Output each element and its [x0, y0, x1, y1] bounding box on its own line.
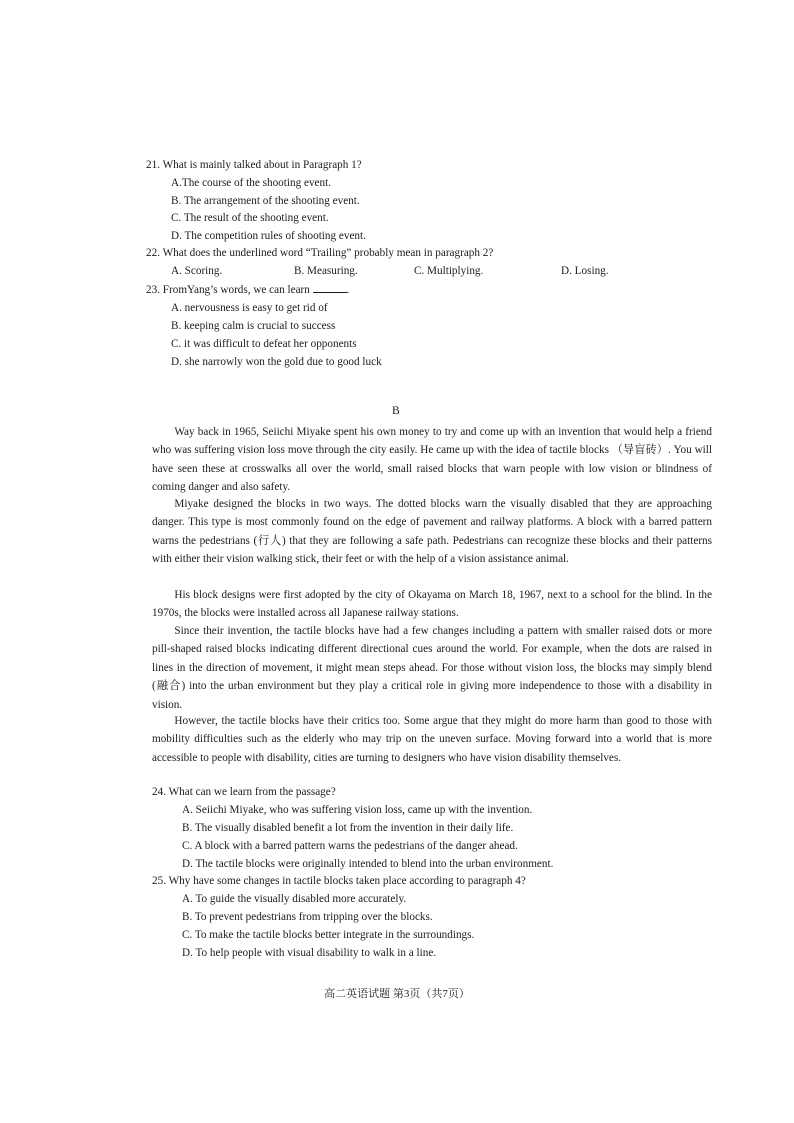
question-23-option-b: B. keeping calm is crucial to success [171, 320, 336, 332]
passage-paragraph-5: However, the tactile blocks have their critics too. Some argue that they might do more harm than good to those with mobility difficulties such as the elderly who may trip on the uneven surface. Moving forward into a world that is more accessible to people with disability, cities are turning to designers who have vision disability themselves. [152, 715, 712, 764]
question-25-option-c: C. To make the tactile blocks better integrate in the surroundings. [182, 929, 475, 941]
question-22-option-c: C. Multiplying. [414, 265, 484, 277]
question-22-stem: 22. What does the underlined word “Trailing” probably mean in paragraph 2? [146, 247, 494, 259]
question-23-option-c: C. it was difficult to defeat her opponents [171, 338, 357, 350]
question-25-option-b: B. To prevent pedestrians from tripping over the blocks. [182, 911, 433, 923]
question-23-stem-text: 23. FromYang’s words, we can learn [146, 284, 310, 296]
question-25-option-d: D. To help people with visual disability to walk in a line. [182, 947, 437, 959]
question-24-option-c: C. A block with a barred pattern warns the pedestrians of the danger ahead. [182, 840, 518, 852]
question-23-option-a: A. nervousness is easy to get rid of [171, 302, 328, 314]
question-23-option-d: D. she narrowly won the gold due to good luck [171, 356, 382, 368]
question-21-option-a: A.The course of the shooting event. [171, 177, 332, 189]
question-23-stem [146, 283, 349, 297]
question-21-option-c: C. The result of the shooting event. [171, 212, 329, 224]
passage-paragraph-2: Miyake designed the blocks in two ways. The dotted blocks warn the visually disabled that they are approaching danger. This type is most commonly found on the edge of pavement and railway platforms. A block with a barred pattern warns the pedestrians (行人) that they are following a safe path. Pedestrians can recognize these blocks and their patterns with either their vision walking stick, their feet or with the help of a vision assistance animal. [152, 498, 712, 566]
question-24-option-b: B. The visually disabled benefit a lot from the invention in their daily life. [182, 822, 514, 834]
question-24-option-d: D. The tactile blocks were originally intended to blend into the urban environment. [182, 858, 554, 870]
question-21-option-b: B. The arrangement of the shooting event. [171, 195, 360, 207]
question-21-stem: 21. What is mainly talked about in Paragraph 1? [146, 159, 362, 171]
page-footer: 高二英语试题 第3页（共7页） [324, 988, 470, 1000]
passage-paragraph-3: His block designs were first adopted by the city of Okayama on March 18, 1967, next to a school for the blind. In the 1970s, the blocks were installed across all Japanese railway stations. [152, 589, 712, 620]
question-24-stem: 24. What can we learn from the passage? [152, 786, 336, 798]
question-22-option-a: A. Scoring. [171, 265, 223, 277]
question-25-stem: 25. Why have some changes in tactile blocks taken place according to paragraph 4? [152, 875, 526, 887]
question-25-option-a: A. To guide the visually disabled more accurately. [182, 893, 407, 905]
passage-paragraph-4: Since their invention, the tactile blocks have had a few changes including a pattern with smaller raised dots or more pill-shaped raised blocks indicating different directional cues around the world. For example, when the dots are raised in lines in the direction of movement, it might mean steps ahead. For those without vision loss, the blocks may simply blend (融合) into the urban environment but they play a critical role in giving more independence to those with a disability in vision. [152, 625, 712, 711]
question-22-option-d: D. Losing. [561, 265, 609, 277]
answer-blank [313, 284, 347, 293]
question-21-option-d: D. The competition rules of shooting event. [171, 230, 366, 242]
question-24-option-a: A. Seiichi Miyake, who was suffering vision loss, came up with the invention. [182, 804, 533, 816]
question-22-option-b: B. Measuring. [294, 265, 358, 277]
passage-paragraph-1: Way back in 1965, Seiichi Miyake spent his own money to try and come up with an invention that would help a friend who was suffering vision loss move through the city easily. He came up with the idea of tactile blocks （导盲砖）. You will have seen these at crosswalks all over the world, small raised blocks that warn people with low vision or blindness of coming danger and also safety. [152, 426, 712, 494]
section-heading: B [392, 405, 400, 417]
question-23-stem-end: . [346, 284, 350, 296]
